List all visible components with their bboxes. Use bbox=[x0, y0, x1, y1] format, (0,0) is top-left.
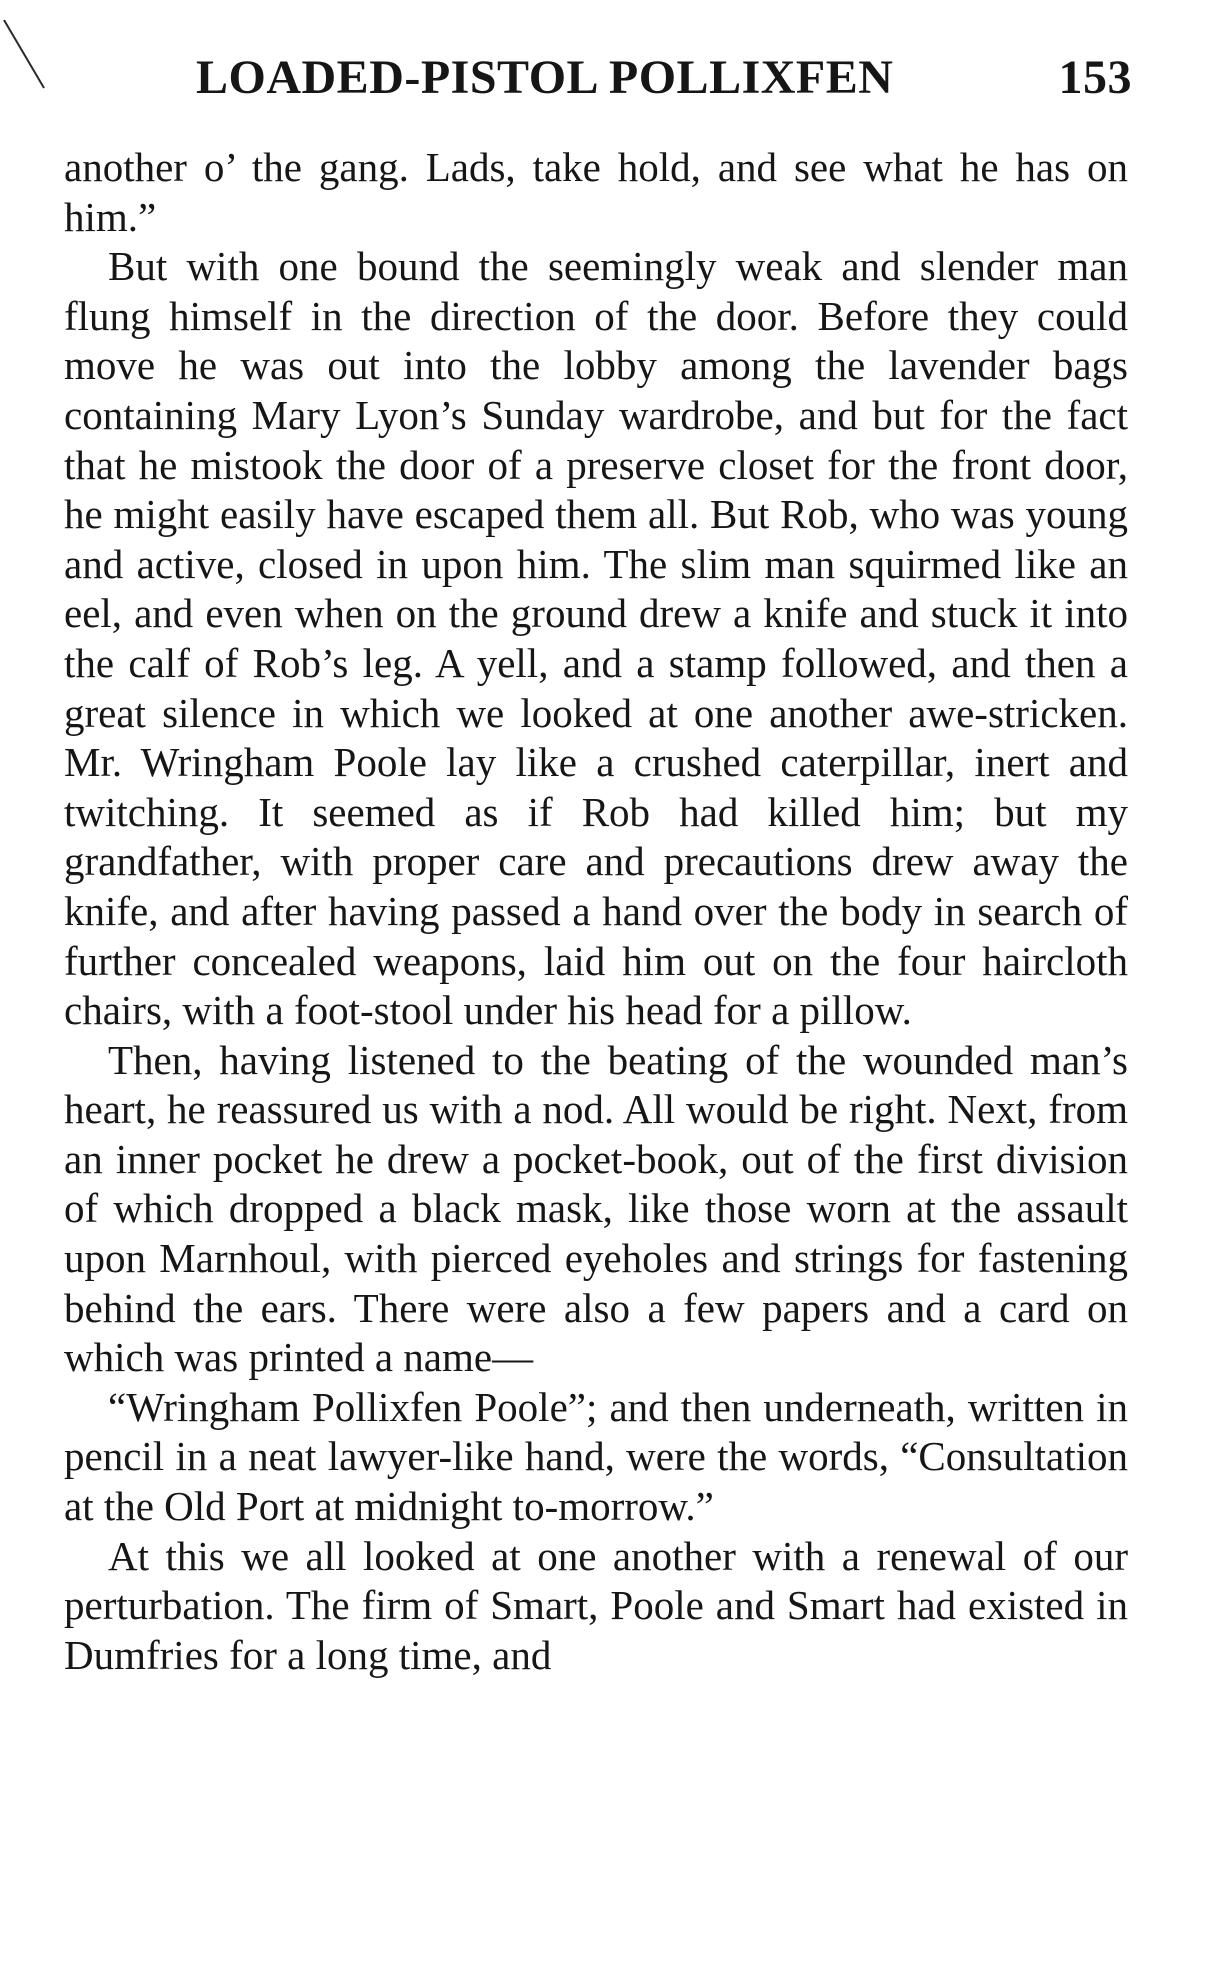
scan-margin-mark bbox=[0, 0, 60, 110]
paragraph: But with one bound the seemingly weak and slender man flung himself in the direction of the door. Before they could move he was out into the lobby among the lavender bags containing Mary Lyon’s Sunday wardrobe, and but for the fact that he mistook the door of a preserve closet for the front door, he might easily have escaped them all. But Rob, who was young and active, closed in upon him. The slim man squirmed like an eel, and even when on the ground drew a knife and stuck it into the calf of Rob’s leg. A yell, and a stamp followed, and then a great silence in which we looked at one another awe-stricken. Mr. Wringham Poole lay like a crushed caterpillar, inert and twitching. It seemed as if Rob had killed him; but my grandfather, with proper care and precautions drew away the knife, and after having passed a hand over the body in search of further concealed weapons, laid him out on the four haircloth chairs, with a foot-stool under his head for a pillow. bbox=[64, 243, 1128, 1034]
page-number: 153 bbox=[1058, 51, 1132, 104]
paragraph-continued: another o’ the gang. Lads, take hold, and see what he has on him.” bbox=[64, 144, 1128, 240]
running-title: LOADED-PISTOL POLLIXFEN bbox=[196, 51, 894, 104]
running-header bbox=[196, 48, 1132, 108]
paragraph: “Wringham Pollixfen Poole”; and then underneath, written in pencil in a neat lawyer-like hand, were the words, “Consultation at the Old Port at midnight to-morrow.” bbox=[64, 1383, 1128, 1530]
paragraph: At this we all looked at one another with a renewal of our perturbation. The firm of Smart, Poole and Smart had existed in Dumfries for a long time, and bbox=[64, 1532, 1128, 1678]
page-body bbox=[64, 143, 1128, 1680]
paragraph: Then, having listened to the beating of the wounded man’s heart, he reassured us with a nod. All would be right. Next, from an inner pocket he drew a pocket-book, out of the first division of which dropped a black mask, like those worn at the assault upon Marnhoul, with pierced eyeholes and strings for fastening behind the ears. There were also a few papers and a card on which was printed a name— bbox=[64, 1036, 1128, 1381]
